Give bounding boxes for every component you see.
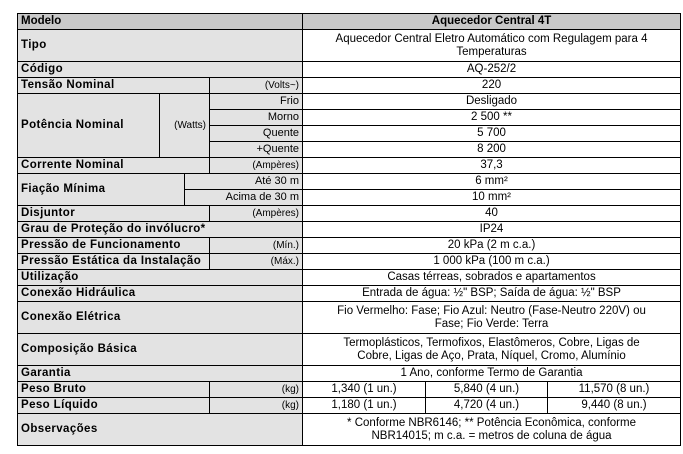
- header-model-value: Aquecedor Central 4T: [303, 14, 681, 30]
- level-value: 8 200: [303, 142, 681, 158]
- row-unit: (kg): [210, 382, 303, 398]
- row-unit: (Máx.): [210, 254, 303, 270]
- row-pressao-estatica: [18, 254, 681, 270]
- row-utilizacao: [18, 270, 681, 286]
- row-garantia: [18, 366, 681, 382]
- level-value: 5 700: [303, 126, 681, 142]
- row-label: Grau de Proteção do invólucro*: [18, 222, 303, 238]
- spec-table: [17, 13, 681, 446]
- row-value: 40: [303, 206, 681, 222]
- row-value: 1 000 kPa (100 m c.a.): [303, 254, 681, 270]
- row-peso-liquido: [18, 398, 681, 414]
- level-label: Morno: [210, 110, 303, 126]
- row-label: Tipo: [18, 30, 303, 62]
- row-label: Pressão Estática da Instalação: [18, 254, 210, 270]
- row-label: Composição Básica: [18, 334, 303, 366]
- row-label: Peso Líquido: [18, 398, 210, 414]
- row-unit: (Ampères): [210, 206, 303, 222]
- weight-1-unit: 1,340 (1 un.): [303, 382, 426, 398]
- row-value: [303, 414, 681, 446]
- weight-1-unit: 1,180 (1 un.): [303, 398, 426, 414]
- level-label: Acima de 30 m: [185, 190, 303, 206]
- row-conexao-hidraulica: [18, 286, 681, 302]
- weight-4-units: 4,720 (4 un.): [426, 398, 548, 414]
- row-value: [303, 30, 681, 62]
- row-composicao: [18, 334, 681, 366]
- row-potencia: [18, 94, 681, 110]
- value-line: Cobre, Ligas de Aço, Prata, Níquel, Cromo, Alumínio: [357, 349, 626, 362]
- row-value: 1 Ano, conforme Termo de Garantia: [303, 366, 681, 382]
- row-label: Fiação Mínima: [18, 174, 185, 206]
- row-value: Casas térreas, sobrados e apartamentos: [303, 270, 681, 286]
- level-label: Frio: [210, 94, 303, 110]
- row-codigo: [18, 62, 681, 78]
- row-label: Peso Bruto: [18, 382, 210, 398]
- row-unit: (Volts~): [210, 78, 303, 94]
- weight-8-units: 9,440 (8 un.): [548, 398, 681, 414]
- level-value: Desligado: [303, 94, 681, 110]
- row-unit: (Mín.): [210, 238, 303, 254]
- value-line: Aquecedor Central Eletro Automático com Regulagem para 4: [335, 32, 648, 45]
- row-unit: (Ampères): [210, 158, 303, 174]
- value-line: * Conforme NBR6146; ** Potência Econômica, conforme: [347, 416, 636, 429]
- row-value: AQ-252/2: [303, 62, 681, 78]
- row-label: Potência Nominal: [18, 94, 160, 158]
- value-line: Fio Vermelho: Fase; Fio Azul: Neutro (Fase-Neutro 220V) ou: [337, 304, 646, 317]
- row-value: 37,3: [303, 158, 681, 174]
- weight-8-units: 11,570 (8 un.): [548, 382, 681, 398]
- weight-4-units: 5,840 (4 un.): [426, 382, 548, 398]
- value-line: Fase; Fio Verde: Terra: [434, 317, 549, 330]
- row-label: Conexão Elétrica: [18, 302, 303, 334]
- level-value: 2 500 **: [303, 110, 681, 126]
- row-label: Observações: [18, 414, 303, 446]
- row-pressao-funcionamento: [18, 238, 681, 254]
- row-value: IP24: [303, 222, 681, 238]
- row-value: [303, 334, 681, 366]
- row-unit: (Watts): [160, 94, 210, 158]
- row-label: Código: [18, 62, 303, 78]
- row-label: Disjuntor: [18, 206, 210, 222]
- row-observacoes: [18, 414, 681, 446]
- level-label: Quente: [210, 126, 303, 142]
- row-value: 20 kPa (2 m c.a.): [303, 238, 681, 254]
- level-label: Até 30 m: [185, 174, 303, 190]
- row-fiacao: [18, 174, 681, 190]
- value-line: NBR14015; m c.a. = metros de coluna de água: [371, 429, 612, 442]
- row-grau: [18, 222, 681, 238]
- header-model-label: Modelo: [18, 14, 303, 30]
- row-label: Corrente Nominal: [18, 158, 210, 174]
- row-value: 220: [303, 78, 681, 94]
- row-value: [303, 302, 681, 334]
- row-unit: (kg): [210, 398, 303, 414]
- row-peso-bruto: [18, 382, 681, 398]
- value-line: Termoplásticos, Termofixos, Elastômeros, Cobre, Ligas de: [343, 336, 640, 349]
- level-value: 10 mm²: [303, 190, 681, 206]
- row-label: Garantia: [18, 366, 303, 382]
- row-label: Pressão de Funcionamento: [18, 238, 210, 254]
- value-line: Temperaturas: [456, 45, 527, 58]
- row-value: Entrada de água: ½" BSP; Saída de água: ½" BSP: [303, 286, 681, 302]
- row-tipo: [18, 30, 681, 62]
- level-value: 6 mm²: [303, 174, 681, 190]
- row-corrente: [18, 158, 681, 174]
- header-row: [18, 14, 681, 30]
- row-disjuntor: [18, 206, 681, 222]
- level-label: +Quente: [210, 142, 303, 158]
- row-label: Conexão Hidráulica: [18, 286, 303, 302]
- row-label: Tensão Nominal: [18, 78, 210, 94]
- row-label: Utilização: [18, 270, 303, 286]
- row-tensao: [18, 78, 681, 94]
- row-conexao-eletrica: [18, 302, 681, 334]
